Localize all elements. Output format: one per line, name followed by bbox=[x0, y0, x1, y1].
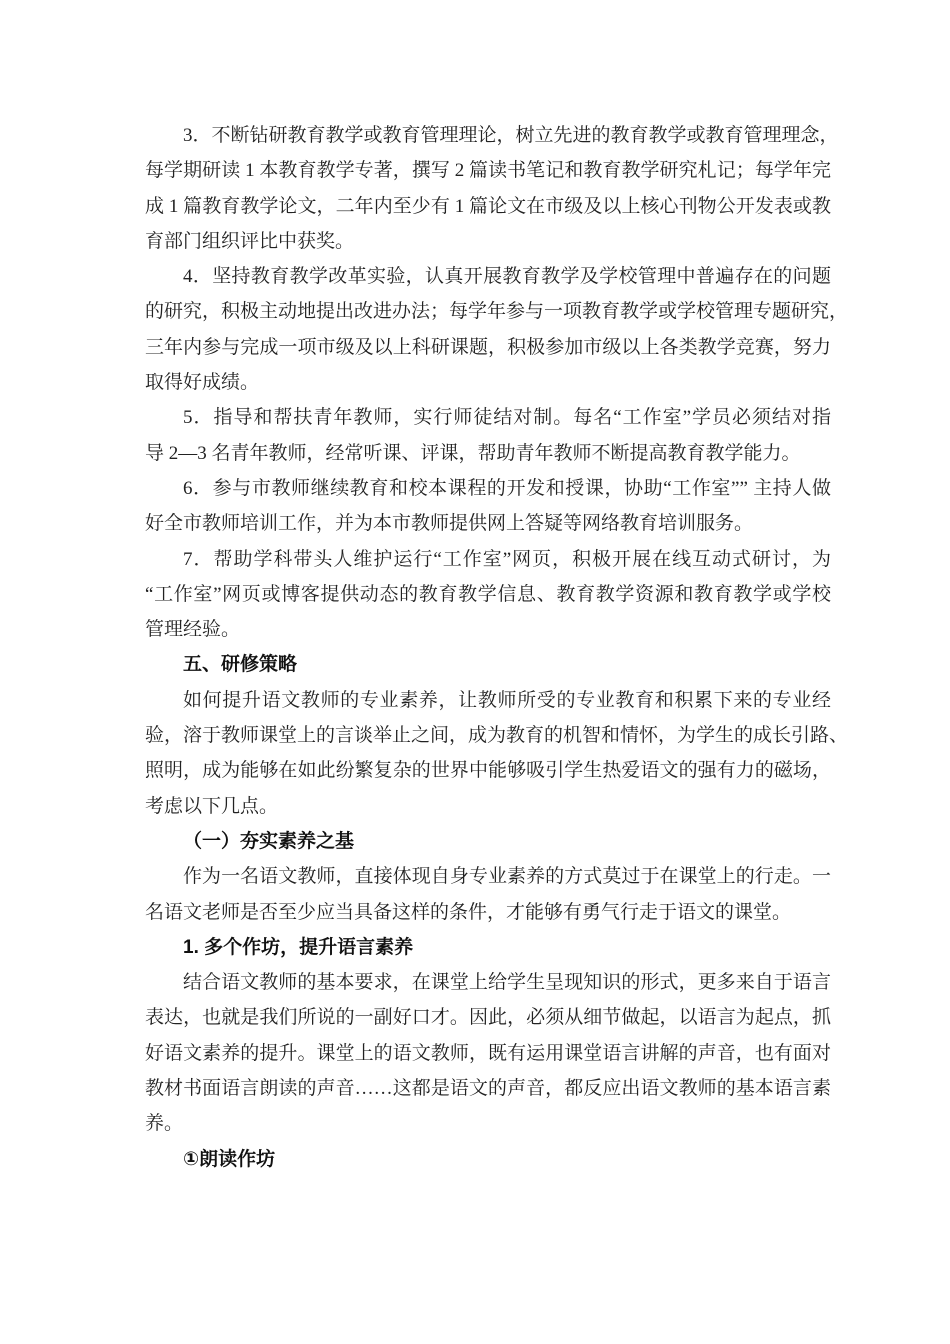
heading-text: ①朗读作坊 bbox=[183, 1148, 276, 1170]
item-7 bbox=[145, 542, 831, 648]
subsection-1-heading bbox=[145, 824, 831, 859]
text-line: 如何提升语文教师的专业素养，让教师所受的专业教育和积累下来的专业经 bbox=[183, 689, 831, 711]
text-line: 取得好成绩。 bbox=[145, 372, 260, 394]
text-line: 的研究，积极主动地提出改进办法；每学年参与一项教育教学或学校管理专题研究， bbox=[145, 301, 849, 323]
text-line: 三年内参与完成一项市级及以上科研课题，积极参加市级以上各类教学竞赛，努力 bbox=[145, 336, 831, 358]
text-line: 好全市教师培训工作，并为本市教师提供网上答疑等网络教育培训服务。 bbox=[145, 513, 754, 535]
text-line: 育部门组织评比中获奖。 bbox=[145, 230, 355, 252]
text-line: 考虑以下几点。 bbox=[145, 795, 279, 817]
text-line: 照明，成为能够在如此纷繁复杂的世界中能够吸引学生热爱语文的强有力的磁场， bbox=[145, 760, 831, 782]
section-5-intro bbox=[145, 683, 849, 824]
text-line: 名语文老师是否至少应当具备这样的条件，才能够有勇气行走于语文的课堂。 bbox=[145, 901, 792, 923]
text-line: 作为一名语文教师，直接体现自身专业素养的方式莫过于在课堂上的行走。一 bbox=[183, 866, 831, 888]
text-line: 管理经验。 bbox=[145, 619, 241, 641]
text-line: 验，溶于教师课堂上的言谈举止之间，成为教育的机智和情怀，为学生的成长引路、 bbox=[145, 725, 849, 747]
text-line: 5．指导和帮扶青年教师，实行师徒结对制。每名“工作室”学员必须结对指 bbox=[183, 407, 831, 429]
subsection-1-intro bbox=[145, 859, 831, 930]
text-line: 6．参与市教师继续教育和校本课程的开发和授课，协助“工作室”” 主持人做 bbox=[183, 477, 831, 499]
text-line: 养。 bbox=[145, 1113, 184, 1135]
item-3 bbox=[145, 118, 839, 259]
text-line: 教材书面语言朗读的声音……这都是语文的声音，都反应出语文教师的基本语言素 bbox=[145, 1078, 831, 1100]
text-line: 4．坚持教育教学改革实验，认真开展教育教学及学校管理中普遍存在的问题 bbox=[183, 266, 831, 288]
text-line: 表达，也就是我们所说的一副好口才。因此，必须从细节做起，以语言为起点，抓 bbox=[145, 1007, 831, 1029]
item-6 bbox=[145, 471, 831, 542]
text-line: 7．帮助学科带头人维护运行“工作室”网页，积极开展在线互动式研讨，为 bbox=[183, 548, 831, 570]
text-line: 成 1 篇教育教学论文，二年内至少有 1 篇论文在市级及以上核心刊物公开发表或教 bbox=[145, 195, 831, 217]
section-5-heading bbox=[145, 647, 831, 682]
document-page bbox=[145, 118, 849, 1177]
text-line: 3．不断钻研教育教学或教育管理理论，树立先进的教育教学或教育管理理念， bbox=[183, 125, 839, 146]
text-line: “工作室”网页或博客提供动态的教育教学信息、教育教学资源和教育教学或学校 bbox=[145, 583, 831, 605]
text-line: 导 2—3 名青年教师，经常听课、评课，帮助青年教师不断提高教育教学能力。 bbox=[145, 442, 801, 464]
point-1-heading bbox=[145, 930, 831, 965]
heading-text: 五、研修策略 bbox=[183, 654, 298, 676]
heading-text: 1. 多个作坊，提升语言素养 bbox=[183, 936, 414, 958]
item-4 bbox=[145, 259, 849, 400]
item-5 bbox=[145, 400, 831, 471]
text-line: 好语文素养的提升。课堂上的语文教师，既有运用课堂语言讲解的声音，也有面对 bbox=[145, 1042, 831, 1064]
text-line: 每学期研读 1 本教育教学专著，撰写 2 篇读书笔记和教育教学研究札记；每学年完 bbox=[145, 160, 831, 182]
heading-text: （一）夯实素养之基 bbox=[183, 830, 355, 852]
text-line: 结合语文教师的基本要求，在课堂上给学生呈现知识的形式，更多来自于语言 bbox=[183, 972, 831, 994]
reading-workshop-heading bbox=[145, 1142, 831, 1177]
point-1-body bbox=[145, 965, 831, 1141]
